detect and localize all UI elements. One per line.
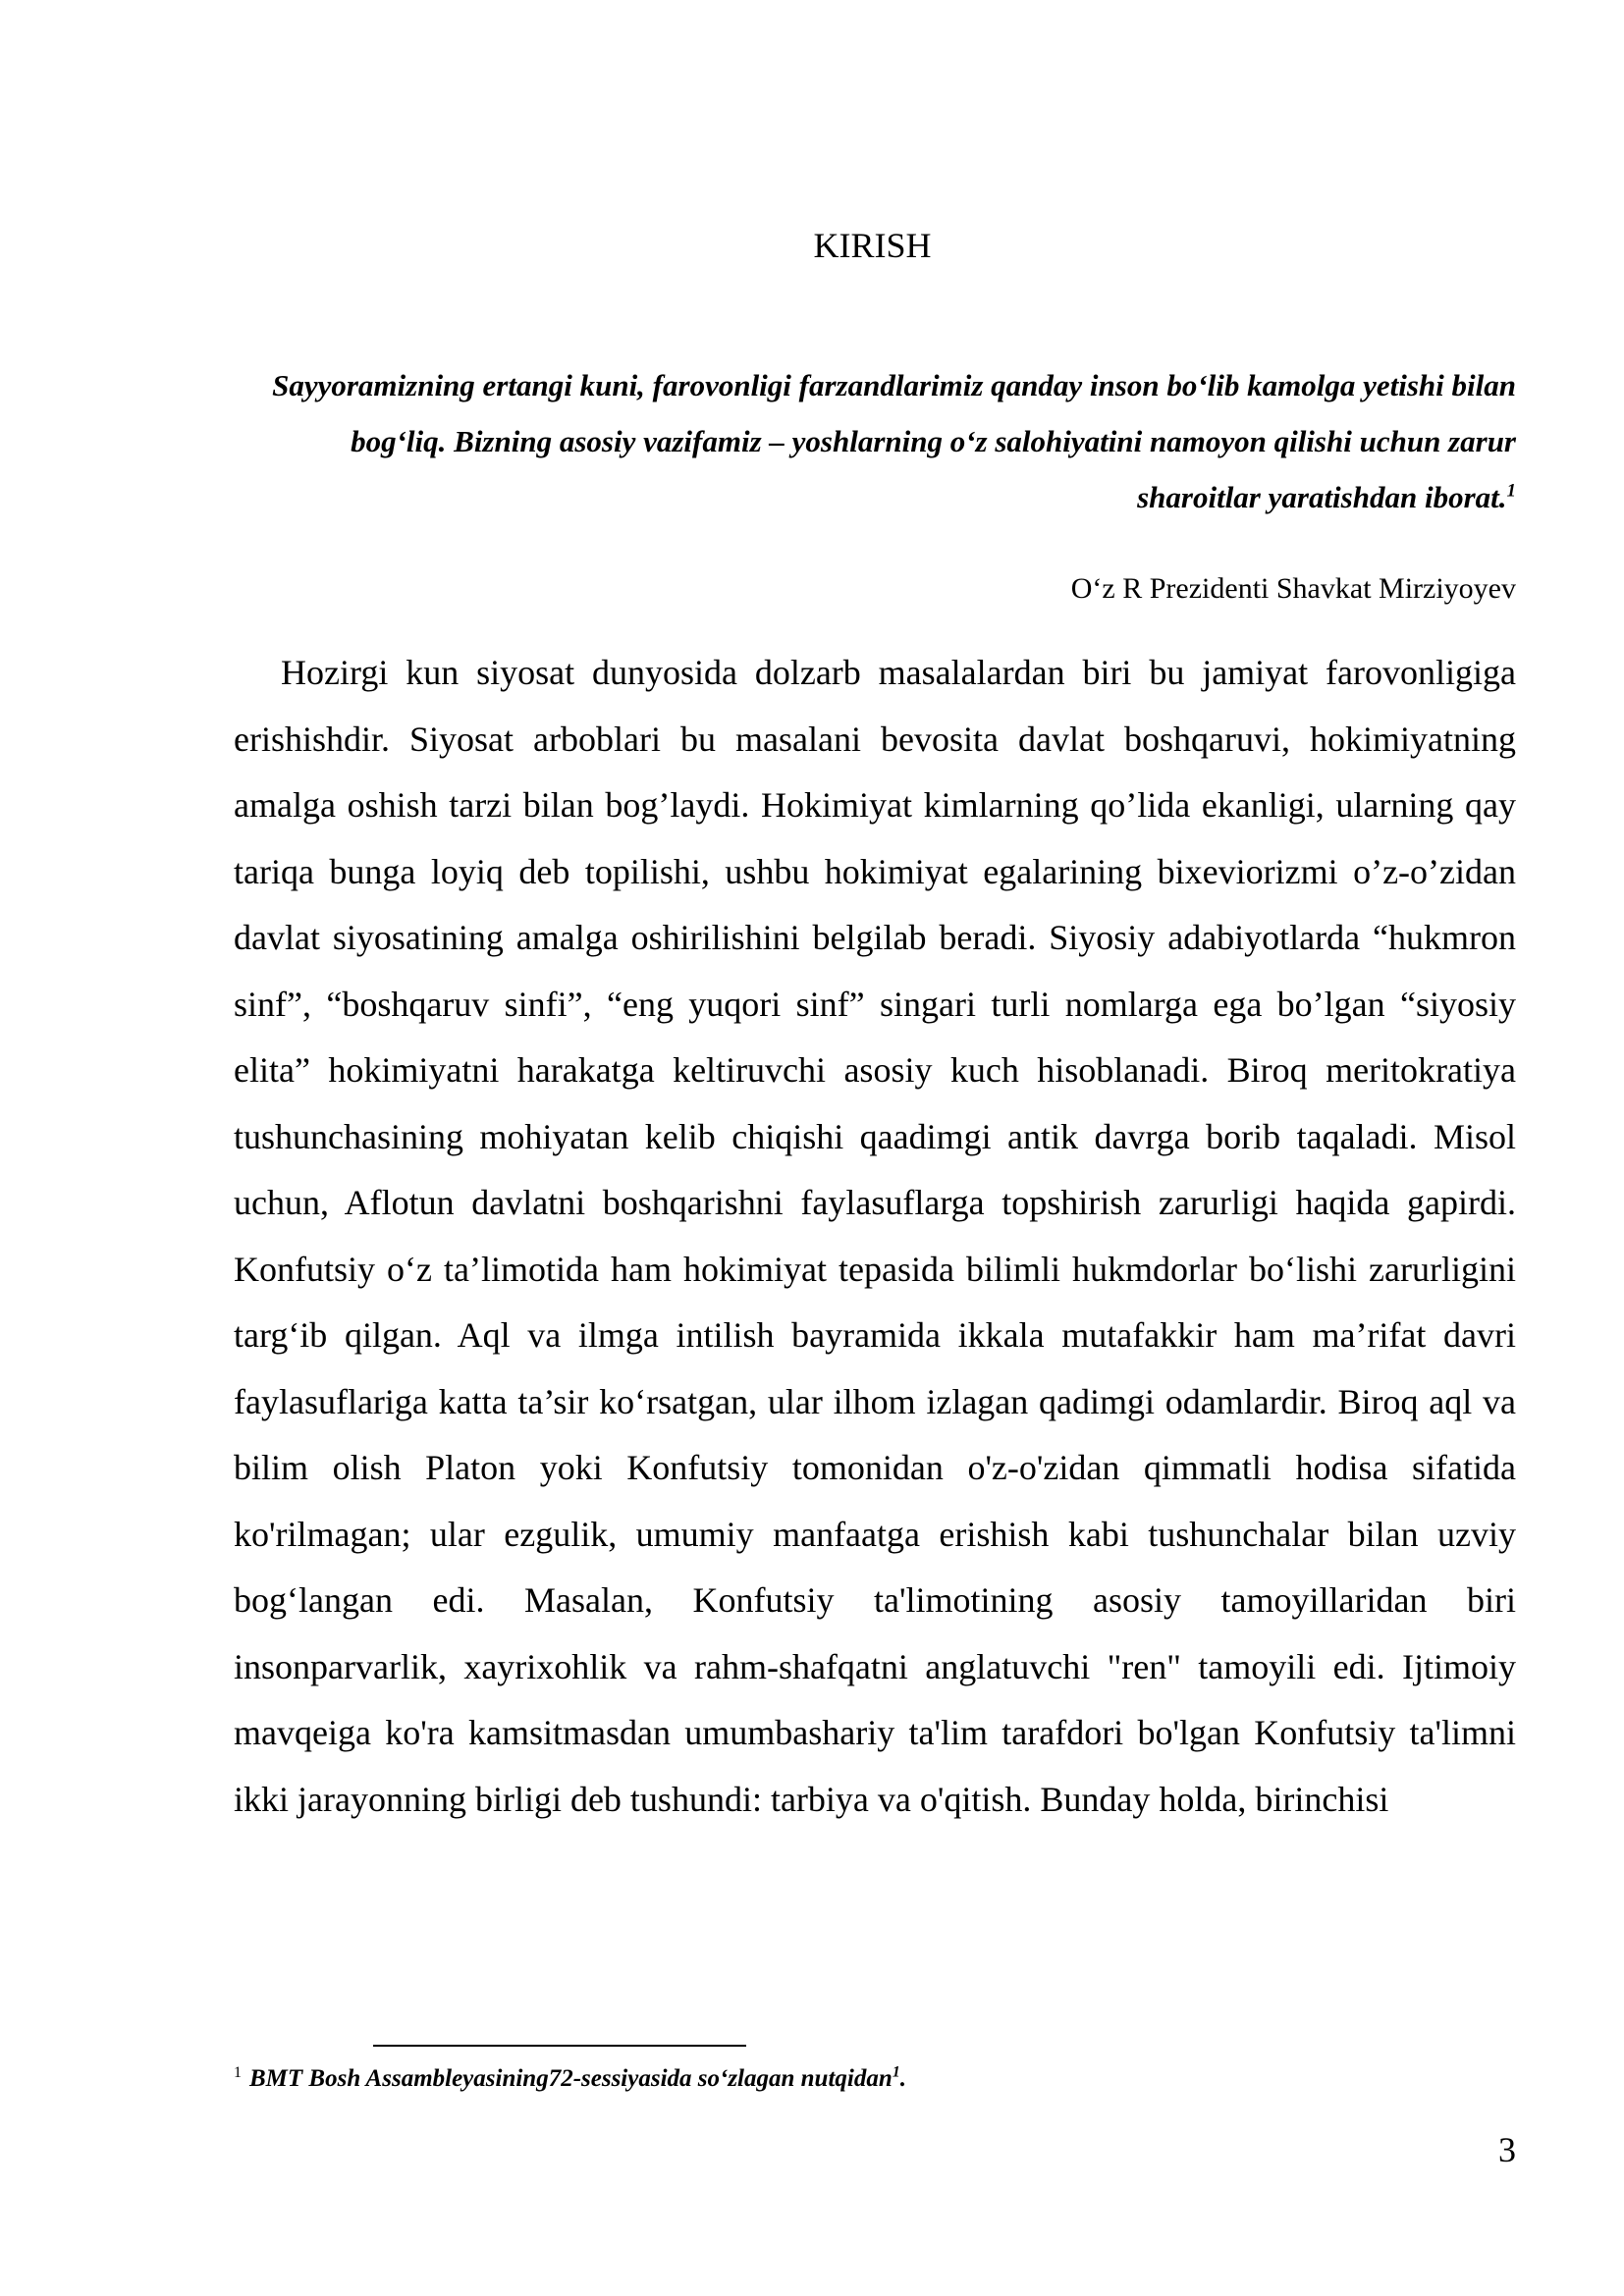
footnote-marker: 1 [234, 2063, 242, 2081]
footnote-trailing: . [899, 2065, 907, 2092]
epigraph-text: Sayyoramizning ertangi kuni, farovonligi farzandlarimiz qanday inson bo‘lib kamolga yetishi bilan bog‘liq. Bizning asosiy vazifamiz – yoshlarning o‘z salohiyatini namoyon qilishi uchun zarur sharoitlar yaratishdan iborat. [272, 368, 1516, 514]
page-title: KIRISH [813, 226, 932, 265]
page-number: 3 [1498, 2130, 1516, 2169]
epigraph [236, 357, 1516, 525]
footnote [234, 2059, 1516, 2099]
footnote-separator [373, 2045, 746, 2047]
footnote-body [249, 2065, 906, 2092]
epigraph-footnote-ref[interactable]: 1 [1506, 480, 1516, 502]
footnote-text: BMT Bosh Assambleyasining72-sessiyasida so‘zlagan nutqidan [249, 2065, 893, 2092]
body-paragraph: Hozirgi kun siyosat dunyosida dolzarb masalalardan biri bu jamiyat farovonligiga erishishdir. Siyosat arboblari bu masalani bevosita davlat boshqaruvi, hokimiyatning amalga oshish tarzi bilan bog’laydi. Hokimiyat kimlarning qo’lida ekanligi, ularning qay tariqa bunga loyiq deb topilishi, ushbu hokimiyat egalarining bixeviorizmi o’z-o’zidan davlat siyosatining amalga oshirilishini belgilab beradi. Siyosiy adabiyotlarda “hukmron sinf”, “boshqaruv sinfi”, “eng yuqori sinf” singari turli nomlarga ega bo’lgan “siyosiy elita” hokimiyatni harakatga keltiruvchi asosiy kuch hisoblanadi. Biroq meritokratiya tushunchasining mohiyatan kelib chiqishi qaadimgi antik davrga borib taqaladi. Misol uchun, Aflotun davlatni boshqarishni faylasuflarga topshirish zarurligi haqida gapirdi. Konfutsiy o‘z ta’limotida ham hokimiyat tepasida bilimli hukmdorlar bo‘lishi zarurligini targ‘ib qilgan. Aql va ilmga intilish bayramida ikkala mutafakkir ham ma’rifat davri faylasuflariga katta ta’sir ko‘rsatgan, ular ilhom izlagan qadimgi odamlardir. Biroq aql va bilim olish Platon yoki Konfutsiy tomonidan o'z-o'zidan qimmatli hodisa sifatida ko'rilmagan; ular ezgulik, umumiy manfaatga erishish kabi tushunchalar bilan uzviy bog‘langan edi. Masalan, Konfutsiy ta'limotining asosiy tamoyillaridan biri insonparvarlik, xayrixohlik va rahm-shafqatni anglatuvchi "ren" tamoyili edi. Ijtimoiy mavqeiga ko'ra kamsitmasdan umumbashariy ta'lim tarafdori bo'lgan Konfutsiy ta'limni ikki jarayonning birligi deb tushundi: tarbiya va o'qitish. Bunday holda, birinchisi [234, 653, 1516, 1819]
epigraph-attribution: O‘z R Prezidenti Shavkat Mirziyoyev [1070, 572, 1516, 605]
footnote-superscript: 1 [892, 2063, 900, 2081]
